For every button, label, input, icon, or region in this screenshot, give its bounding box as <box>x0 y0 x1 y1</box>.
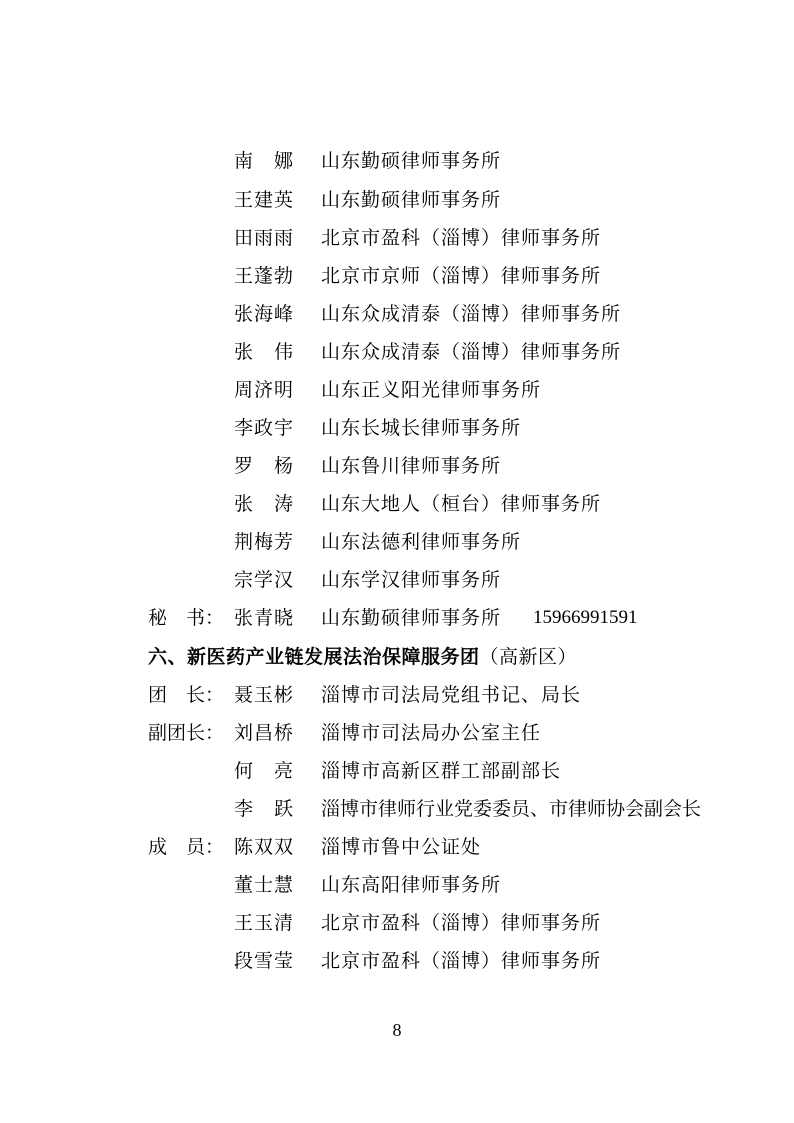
phone-number: 15966991591 <box>533 607 638 628</box>
member-name: 刘昌桥 <box>234 722 295 744</box>
list-item <box>0 412 794 444</box>
member-name: 何 亮 <box>234 760 295 782</box>
page-number: 8 <box>392 1020 402 1040</box>
role-label: 成 员： <box>148 836 225 858</box>
member-name: 王蓬勃 <box>234 265 295 287</box>
member-org: 北京市盈科（淄博）律师事务所 <box>321 227 602 249</box>
leader-row <box>0 679 794 711</box>
list-item <box>0 222 794 254</box>
deputy-row <box>0 793 794 825</box>
list-item <box>0 260 794 292</box>
member-org: 淄博市高新区群工部副部长 <box>321 760 562 782</box>
member-name: 陈双双 <box>234 836 295 858</box>
member-name: 王玉清 <box>234 912 295 934</box>
member-name: 张海峰 <box>234 303 295 325</box>
member-org: 山东大地人（桓台）律师事务所 <box>321 493 602 515</box>
member-row <box>0 945 794 977</box>
role-label: 副团长： <box>148 722 225 744</box>
list-item <box>0 145 794 177</box>
list-item <box>0 336 794 368</box>
secretary-row <box>0 602 794 634</box>
member-org: 淄博市律师行业党委委员、市律师协会副会长 <box>321 798 702 820</box>
member-name: 聂玉彬 <box>234 684 295 706</box>
member-org: 山东法德利律师事务所 <box>321 531 522 553</box>
list-item <box>0 298 794 330</box>
list-item <box>0 564 794 596</box>
member-org: 山东勤硕律师事务所 <box>321 150 502 172</box>
deputy-row <box>0 717 794 749</box>
member-org: 山东鲁川律师事务所 <box>321 455 502 477</box>
member-name: 李政宇 <box>234 417 295 439</box>
member-org: 山东正义阳光律师事务所 <box>321 379 542 401</box>
list-item <box>0 374 794 406</box>
member-org: 北京市京师（淄博）律师事务所 <box>321 265 602 287</box>
member-name: 段雪莹 <box>234 950 295 972</box>
member-name: 罗 杨 <box>234 455 295 477</box>
member-org: 山东众成清泰（淄博）律师事务所 <box>321 341 622 363</box>
member-org: 北京市盈科（淄博）律师事务所 <box>321 912 602 934</box>
member-name: 董士慧 <box>234 874 295 896</box>
section-title-suffix: （高新区） <box>479 646 578 668</box>
member-name: 宗学汉 <box>234 569 295 591</box>
member-org: 山东勤硕律师事务所 <box>321 189 502 211</box>
member-name: 荆梅芳 <box>234 531 295 553</box>
section-title: 六、新医药产业链发展法治保障服务团 <box>148 646 480 668</box>
deputy-row <box>0 755 794 787</box>
member-org: 淄博市鲁中公证处 <box>321 836 482 858</box>
member-name: 张青晓 <box>234 607 295 629</box>
list-item <box>0 526 794 558</box>
member-org: 山东高阳律师事务所 <box>321 874 502 896</box>
member-org: 山东学汉律师事务所 <box>321 569 502 591</box>
role-label: 团 长： <box>148 684 225 706</box>
member-row <box>0 907 794 939</box>
member-row <box>0 869 794 901</box>
member-name: 张 涛 <box>234 493 295 515</box>
member-name: 李 跃 <box>234 798 295 820</box>
role-label: 秘 书： <box>148 607 225 629</box>
member-org: 北京市盈科（淄博）律师事务所 <box>321 950 602 972</box>
member-name: 南 娜 <box>234 150 295 172</box>
member-name: 王建英 <box>234 189 295 211</box>
list-item <box>0 184 794 216</box>
member-name: 张 伟 <box>234 341 295 363</box>
member-org: 淄博市司法局党组书记、局长 <box>321 684 582 706</box>
member-name: 田雨雨 <box>234 227 295 249</box>
list-item <box>0 450 794 482</box>
member-org: 山东众成清泰（淄博）律师事务所 <box>321 303 622 325</box>
member-org: 淄博市司法局办公室主任 <box>321 722 542 744</box>
list-item <box>0 488 794 520</box>
member-org: 山东长城长律师事务所 <box>321 417 522 439</box>
member-name: 周济明 <box>234 379 295 401</box>
member-org: 山东勤硕律师事务所 <box>321 607 502 629</box>
section-heading <box>0 641 794 673</box>
member-row <box>0 831 794 863</box>
